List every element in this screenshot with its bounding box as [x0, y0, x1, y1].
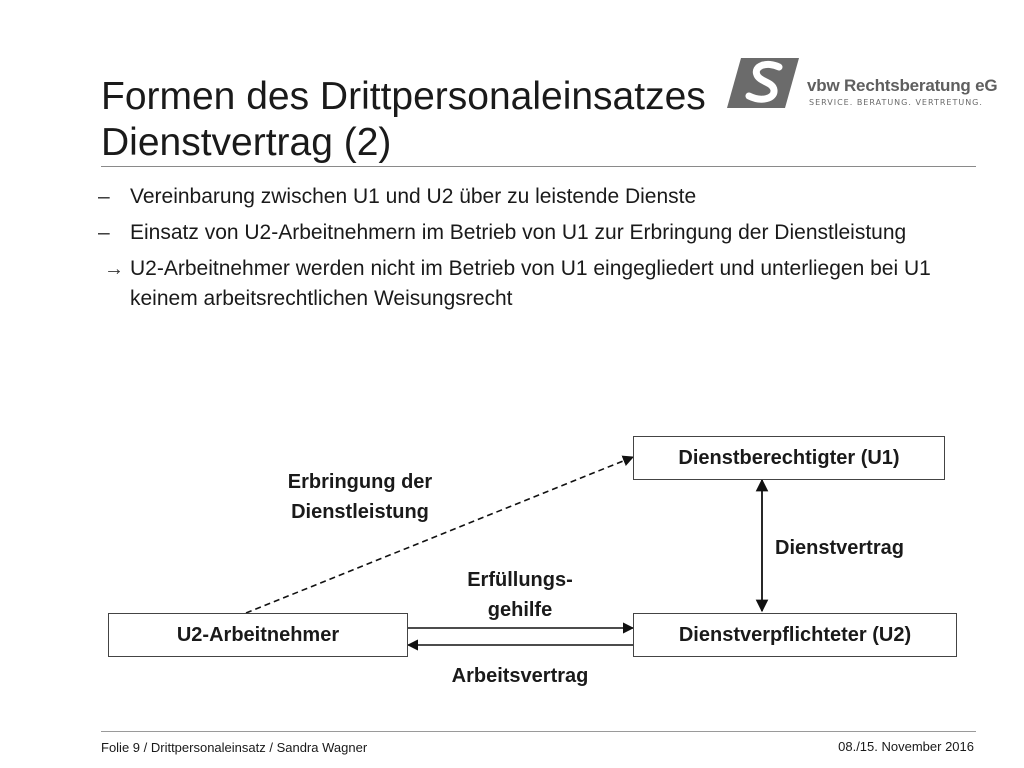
box-worker-label: U2-Arbeitnehmer [176, 623, 340, 646]
label-helper-line1: Erfüllungs- [467, 569, 573, 591]
footer-left-text: Folie 9 / Drittpersonaleinsatz / Sandra Wagner [101, 740, 368, 755]
logo-tagline: SERVICE. BERATUNG. VERTRETUNG. [809, 98, 983, 107]
label-dienstvertrag: Dienstvertrag [775, 537, 904, 559]
footer-divider [101, 731, 976, 732]
label-erfuellungsgehilfe [420, 565, 620, 625]
label-arbeitsvertrag: Arbeitsvertrag [451, 665, 589, 687]
box-dienstverpflichteter [633, 613, 957, 657]
box-u1-label: Dienstberechtigter (U1) [678, 446, 900, 469]
box-u2-label: Dienstverpflichteter (U2) [678, 623, 912, 646]
label-service-line1: Erbringung der [287, 471, 433, 493]
logo-company-name: vbw Rechtsberatung eG [807, 76, 998, 95]
bullet-text: Einsatz von U2-Arbeitnehmern im Betrieb von U1 zur Erbringung der Dienstleistung [130, 221, 907, 244]
dash-marker: – [98, 185, 110, 208]
label-service-line2: Dienstleistung [291, 501, 429, 523]
label-service [250, 467, 470, 527]
box-dienstberechtigter [633, 436, 945, 480]
slide-title-line1: Formen des Drittpersonaleinsatzes [101, 75, 706, 118]
box-arbeitnehmer [108, 613, 408, 657]
label-helper-line2: gehilfe [487, 599, 553, 621]
dash-marker: – [98, 221, 110, 244]
bullet-text: Vereinbarung zwischen U1 und U2 über zu leistende Dienste [130, 185, 697, 208]
footer-date: 08./15. November 2016 [838, 739, 974, 754]
bullet-text: U2-Arbeitnehmer werden nicht im Betrieb von U1 eingegliedert und unterliegen bei U1 keinem arbeitsrechtlichen Weisungsrecht [130, 257, 931, 310]
slide-title-line2: Dienstvertrag (2) [101, 121, 392, 164]
arrow-right-icon: → [104, 258, 124, 280]
